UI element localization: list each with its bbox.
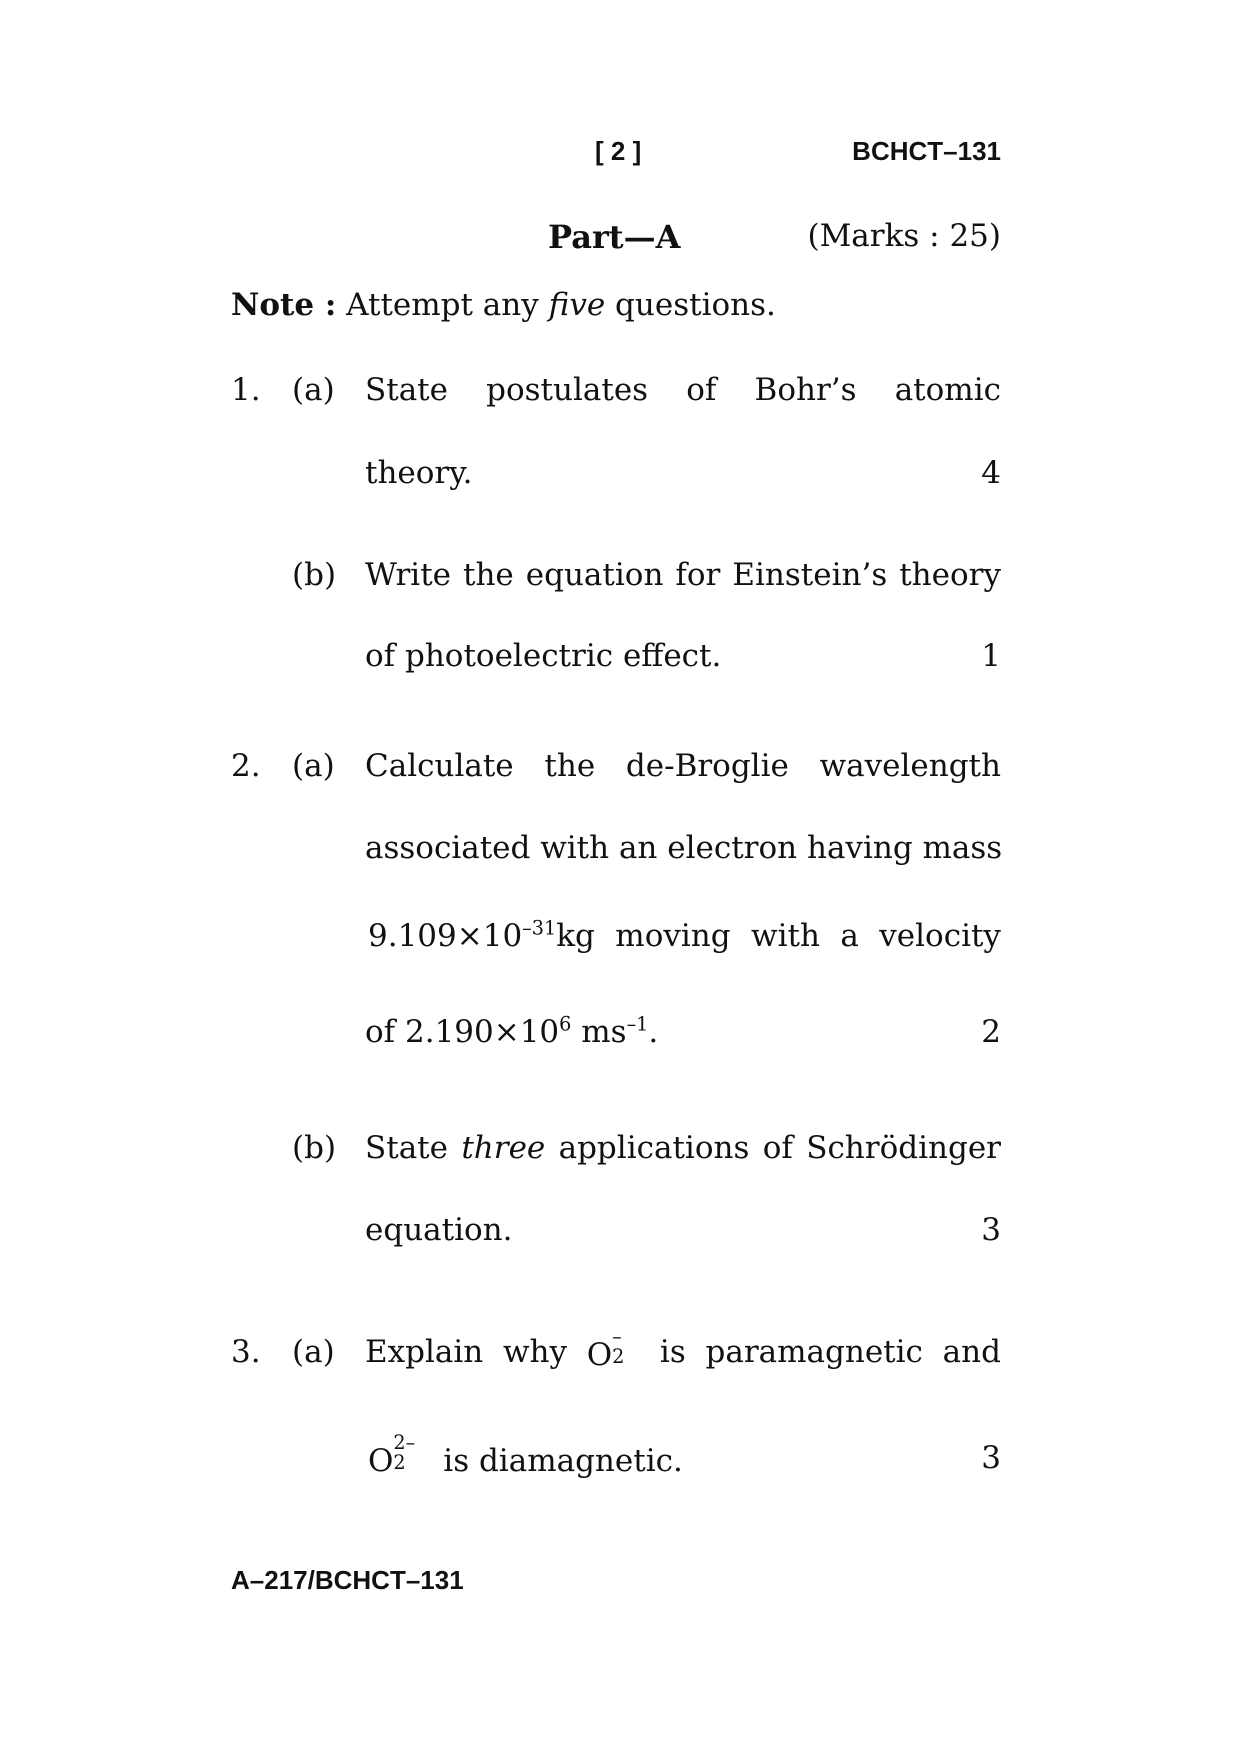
q2a-line1: [365, 748, 1001, 784]
mass-value: $9.109\times 10^{-31}kg$: [368, 916, 595, 954]
q2a-word: the: [544, 748, 596, 784]
q1a-line2: theory.: [365, 455, 473, 491]
note-text-after: questions.: [615, 287, 776, 323]
q2b-label: (b): [292, 1130, 337, 1166]
q3a-marks: 3: [981, 1440, 1001, 1476]
q2a-word: moving: [615, 918, 731, 954]
q2-number: 2.: [231, 748, 261, 784]
q2a-word: Calculate: [365, 748, 514, 784]
q1a-label: (a): [292, 372, 335, 408]
peroxide-ion: O 2– 2: [368, 1431, 416, 1479]
q3a-line1: Explain why O – 2 is paramagnetic and: [365, 1325, 1001, 1373]
q1a-word: State: [365, 372, 448, 408]
q1b-marks: 1: [981, 638, 1001, 674]
paper-code: BCHCT–131: [852, 136, 1001, 166]
q1b-line2: of photoelectric effect.: [365, 638, 722, 674]
part-marks: (Marks : 25): [807, 218, 1001, 254]
q2a-word: wavelength: [819, 748, 1001, 784]
q2a-word: velocity: [879, 918, 1001, 954]
q2a-marks: 2: [981, 1014, 1001, 1050]
q2a-label: (a): [292, 748, 335, 784]
q1b-label: (b): [292, 557, 337, 593]
note-label: Note :: [231, 287, 337, 323]
q2b-emphasis: three: [461, 1130, 546, 1166]
footer-code: A–217/BCHCT–131: [231, 1565, 464, 1595]
q1a-line1: [365, 372, 1001, 408]
q1a-word: postulates: [486, 372, 649, 408]
q1b-line1: Write the equation for Einstein’s theory: [365, 557, 1001, 593]
superoxide-ion: O – 2: [586, 1325, 625, 1373]
q2a-word: with: [751, 918, 820, 954]
q2a-word: a: [840, 918, 859, 954]
q2a-line4: of $2.190\times 10^6$ $ms^{-1}$.: [365, 1012, 659, 1050]
q1a-word: of: [686, 372, 717, 408]
q2a-line3: [368, 918, 1001, 954]
page-number: [ 2 ]: [595, 136, 642, 166]
q2b-line2: equation.: [365, 1212, 513, 1248]
q2a-word: de-Broglie: [625, 748, 789, 784]
part-title: Part—A: [548, 218, 681, 256]
q2b-line1: State three applications of Schrödinger: [365, 1130, 1001, 1166]
q1a-word: Bohr’s: [754, 372, 857, 408]
q2a-line2: associated with an electron having mass: [365, 830, 1003, 866]
q3a-line2: O 2– 2 is diamagnetic.: [368, 1431, 683, 1479]
q1a-marks: 4: [981, 455, 1001, 491]
q1-number: 1.: [231, 372, 261, 408]
q1a-word: atomic: [894, 372, 1001, 408]
q2b-marks: 3: [981, 1212, 1001, 1248]
q3-number: 3.: [231, 1334, 261, 1370]
note-emphasis: five: [548, 287, 606, 323]
note-text-before: Attempt any: [346, 287, 539, 323]
note: [231, 287, 776, 323]
q3a-label: (a): [292, 1334, 335, 1370]
